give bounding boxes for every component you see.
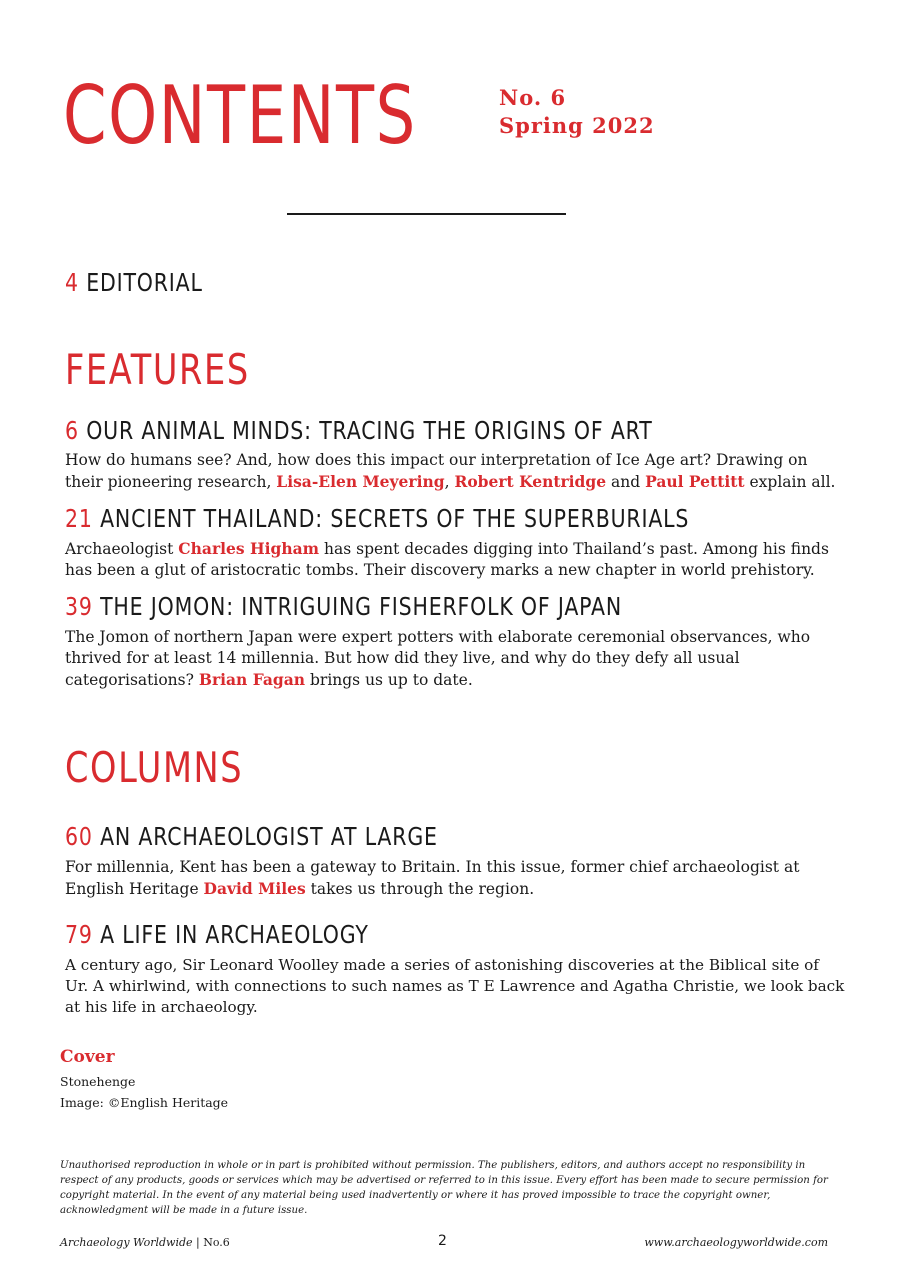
title-divider xyxy=(287,213,566,215)
entry-description xyxy=(65,627,845,691)
footer-publication xyxy=(60,1236,230,1249)
column-entry-heading[interactable] xyxy=(65,822,438,852)
entry-page-number: 6 xyxy=(65,416,79,445)
feature-entry-heading[interactable] xyxy=(65,416,653,446)
feature-entry-heading[interactable] xyxy=(65,504,689,534)
author-name: Brian Fagan xyxy=(198,670,306,689)
description-text: Archaeologist xyxy=(65,540,179,558)
entry-title: ANCIENT THAILAND: SECRETS OF THE SUPERBURIALS xyxy=(100,504,690,533)
page-number: 2 xyxy=(438,1233,447,1249)
entry-description xyxy=(65,450,845,493)
publication-name: Archaeology Worldwide xyxy=(60,1236,193,1249)
column-entry-heading[interactable] xyxy=(65,920,369,950)
description-text: has spent decades digging into Thailand’s past. Among his finds has been a glut of aristocratic tombs. Their discovery marks a new chapter in world prehistory. xyxy=(65,540,829,579)
author-name: Robert Kentridge xyxy=(454,472,607,491)
description-text: and xyxy=(606,473,646,491)
website-link[interactable]: www.archaeologyworldwide.com xyxy=(644,1236,828,1249)
entry-description xyxy=(65,955,845,1018)
description-text: How do humans see? And, how does this impact our interpretation of Ice Age art? Drawing on their pioneering research, xyxy=(65,451,808,491)
author-name: Charles Higham xyxy=(178,539,320,558)
entry-title: OUR ANIMAL MINDS: TRACING THE ORIGINS OF ART xyxy=(86,416,653,445)
entry-description xyxy=(65,538,845,581)
issue-season: Spring 2022 xyxy=(499,113,655,138)
author-name: David Miles xyxy=(203,879,306,898)
issue-info xyxy=(499,84,655,140)
entry-title: EDITORIAL xyxy=(86,268,203,297)
cover-credit: Image: ©English Heritage xyxy=(60,1095,229,1110)
description-text: For millennia, Kent has been a gateway to Britain. In this issue, former chief archaeologist at English Heritage xyxy=(65,858,800,898)
section-heading-columns: COLUMNS xyxy=(65,743,244,792)
entry-title: A LIFE IN ARCHAEOLOGY xyxy=(100,920,369,949)
entry-page-number: 4 xyxy=(65,268,79,297)
section-heading-features: FEATURES xyxy=(65,345,250,394)
footer-issue: | No.6 xyxy=(196,1236,230,1249)
entry-page-number: 21 xyxy=(65,504,93,533)
author-name: Paul Pettitt xyxy=(645,472,745,491)
entry-title: AN ARCHAEOLOGIST AT LARGE xyxy=(100,822,438,851)
entry-description xyxy=(65,857,845,900)
description-text: , xyxy=(444,473,455,491)
author-name: Lisa-Elen Meyering xyxy=(276,472,445,491)
entry-page-number: 60 xyxy=(65,822,93,851)
cover-subject: Stonehenge xyxy=(60,1074,136,1089)
copyright-disclaimer: Unauthorised reproduction in whole or in part is prohibited without permission. The publishers, editors, and authors accept no responsibility in respect of any products, goods or services which may be advertised or referred to in this issue. Every effort has been made to secure permission for copyright material. In the event of any material being used inadvertently or where it has proved impossible to trace the copyright owner, acknowledgment will be made in a future issue. xyxy=(60,1160,828,1216)
editorial-entry[interactable] xyxy=(65,268,203,298)
cover-label: Cover xyxy=(60,1047,115,1067)
entry-page-number: 39 xyxy=(65,592,93,621)
entry-page-number: 79 xyxy=(65,920,93,949)
feature-entry-heading[interactable] xyxy=(65,592,622,622)
description-text: takes us through the region. xyxy=(305,880,535,898)
description-text: explain all. xyxy=(744,473,836,491)
issue-number: No. 6 xyxy=(499,85,567,110)
entry-title: THE JOMON: INTRIGUING FISHERFOLK OF JAPAN xyxy=(100,592,623,621)
description-text: The Jomon of northern Japan were expert potters with elaborate ceremonial observances, who thrived for at least 14 millennia. But how did they live, and why do they defy all usual categorisations? xyxy=(65,628,811,689)
page-title: CONTENTS xyxy=(63,69,417,162)
description-text: brings us up to date. xyxy=(305,671,473,689)
description-text: A century ago, Sir Leonard Woolley made a series of astonishing discoveries at the Biblical site of Ur. A whirlwind, with connections to such names as T E Lawrence and Agatha Christie, we look back at his life in archaeology. xyxy=(65,956,845,1016)
